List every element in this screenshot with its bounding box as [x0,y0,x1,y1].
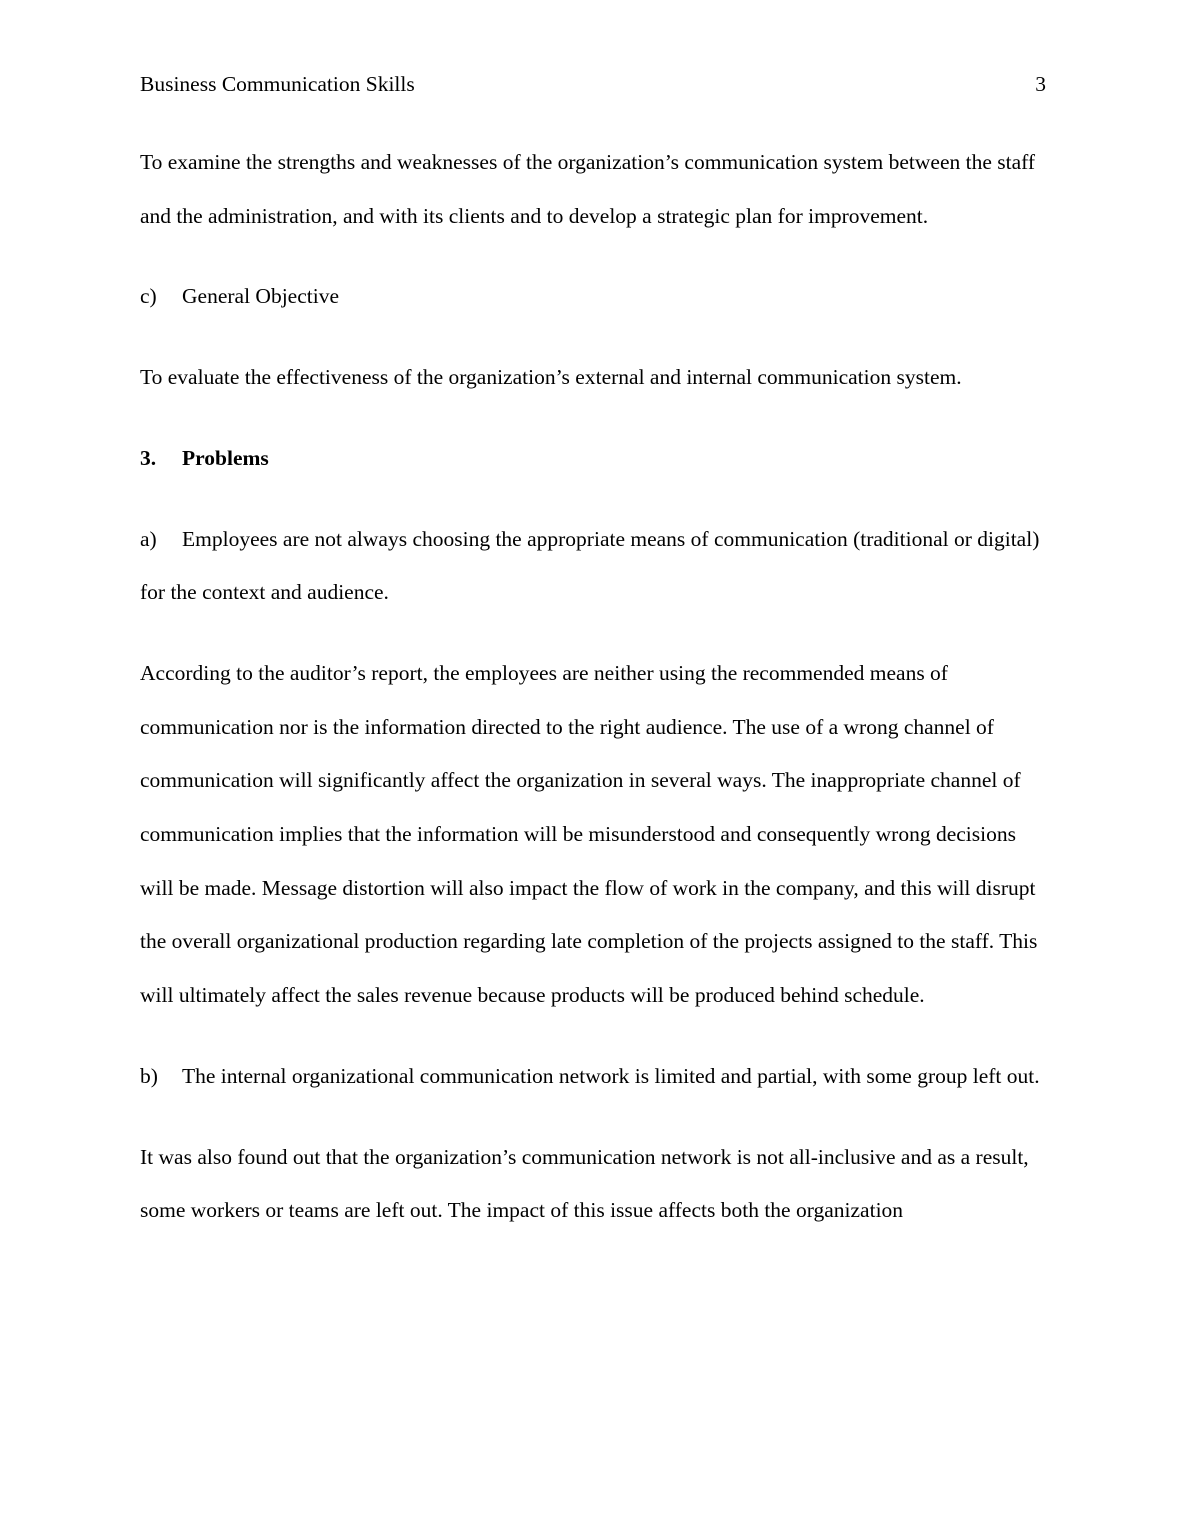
list-marker: c) [140,284,157,309]
list-item-problem-b [140,1050,1048,1104]
list-marker: a) [140,526,157,551]
document-body [140,136,1048,1265]
section-heading-problems [140,432,1048,486]
paragraph-problem-b-discussion: It was also found out that the organization’s communication network is not all-inclusive and as a result, some workers or teams are left out. The impact of this issue affects both the organization [140,1144,1029,1223]
heading-number: 3. [140,445,157,470]
paragraph-specific-objective-text: To examine the strengths and weaknesses of the organization’s communication system between the staff and the administration, and with its clients and to develop a strategic plan for improvement. [140,150,1036,228]
heading-text: Problems [182,445,269,470]
list-item-general-objective [140,270,1048,324]
list-marker: b) [140,1063,158,1088]
paragraph-general-objective-text: To evaluate the effectiveness of the organization’s external and internal communication system. [140,365,962,390]
list-item-problem-a [140,513,1048,620]
running-head: Business Communication Skills [140,72,415,96]
list-item-text: General Objective [182,284,339,309]
paragraph-problem-a-discussion: According to the auditor’s report, the employees are neither using the recommended means of communication nor is the information directed to the right audience. The use of a wrong channel of communication will significantly affect the organization in several ways. The inappropriate channel of communication implies that the information will be misunderstood and consequently wrong decisions will be made. Message distortion will also impact the flow of work in the company, and this will disrupt the overall organizational production regarding late completion of the projects assigned to the staff. This will ultimately affect the sales revenue because products will be produced behind schedule. [140,660,1038,1008]
page-number: 3 [1035,72,1046,96]
list-item-text: The internal organizational communication network is limited and partial, with some group left out. [182,1063,1040,1088]
list-item-text: Employees are not always choosing the appropriate means of communication (traditional or digital) for the context and audience. [140,526,1040,605]
page-header [140,70,1046,98]
